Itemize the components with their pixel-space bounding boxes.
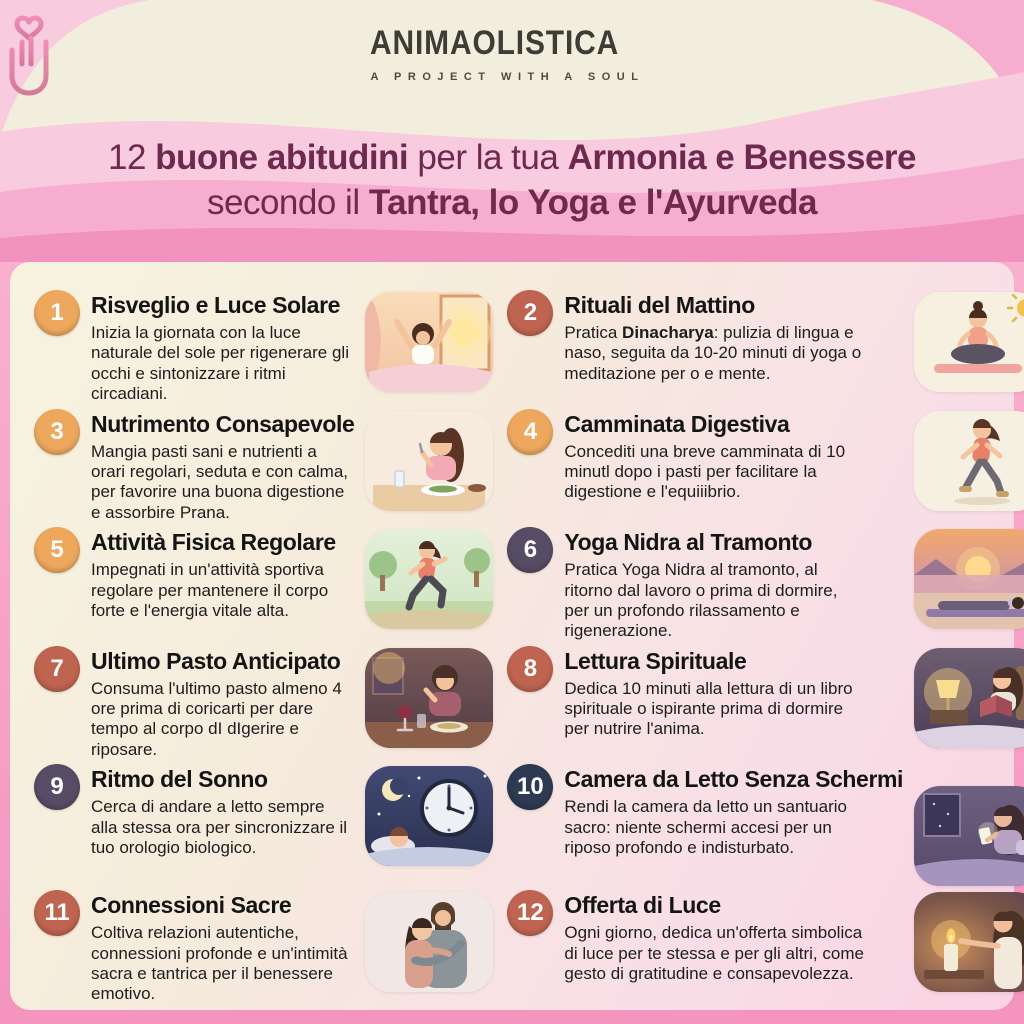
main-title-line1: 12 buone abitudini per la tua Armonia e Benessere xyxy=(107,138,917,177)
habit-item-4 xyxy=(507,405,1024,524)
habit-item-6 xyxy=(507,523,1024,642)
number-badge: 10 xyxy=(507,764,553,810)
tree-icon xyxy=(369,551,397,579)
number-badge: 5 xyxy=(34,527,80,573)
habit-title: Camera da Letto Senza Schermi xyxy=(564,766,904,793)
brand-name: ANIMAOLISTICA xyxy=(370,24,620,62)
tree-icon xyxy=(464,548,490,574)
habits-grid xyxy=(10,262,1014,1010)
number-badge: 2 xyxy=(507,290,553,336)
habit-title: Lettura Spirituale xyxy=(564,647,747,674)
habit-title: Nutrimento Consapevole xyxy=(91,410,355,437)
item-10-illustration xyxy=(914,786,1024,886)
habit-description: Rendi la camera da letto un santuario sacro: niente schermi accesi per un riposo profondo e indisturbato. xyxy=(564,797,847,858)
habit-description: Concediti una breve camminata di 10 minutl dopo i pasti per facilitare la digestione e l'equiiibrio. xyxy=(564,441,846,502)
habit-description: Consuma l'ultimo pasto almeno 4 ore prima di coricarti per dare tempo al corpo dI dIgerire e riposare. xyxy=(91,678,342,759)
item-3-illustration xyxy=(365,411,493,511)
lamp-glow xyxy=(373,652,405,684)
header-banner xyxy=(0,0,1024,262)
number-badge: 8 xyxy=(507,646,553,692)
habit-description: Pratica Yoga Nidra al tramonto, al ritorno dal lavoro o prima di dormire, per un profondo rilassamento e rigenerazione. xyxy=(564,560,838,641)
number-badge: 7 xyxy=(34,646,80,692)
habit-description: Mangia pasti sani e nutrienti a orari regolari, seduta e con calma, per favorire una buona digestione e assorbire Prana. xyxy=(91,441,349,522)
habit-description: Dedica 10 minuti alla lettura di un libro spirituale o ispirante prima di dormire per nutrire l'anima. xyxy=(564,678,853,739)
number-badge: 6 xyxy=(507,527,553,573)
habit-title: Camminata Digestiva xyxy=(564,410,790,437)
item-8-illustration xyxy=(914,648,1024,748)
number-badge: 11 xyxy=(34,890,80,936)
habit-title: Rituali del Mattino xyxy=(564,292,755,318)
main-title-line2: secondo il Tantra, lo Yoga e l'Ayurveda xyxy=(207,183,817,222)
clock-icon xyxy=(422,781,476,835)
habit-description: Ogni giorno, dedica un'offerta simbolica di luce per te stessa e per gli altri, come gesto di gratitudine e consapevolezza. xyxy=(564,923,864,984)
habit-title: Attività Fisica Regolare xyxy=(91,529,336,556)
number-badge: 1 xyxy=(34,290,80,336)
habit-item-1 xyxy=(34,286,493,405)
habit-title: Offerta di Luce xyxy=(564,892,721,919)
habit-item-2 xyxy=(507,286,1024,405)
habit-description: Impegnati in un'attività sportiva regolare per mantenere il corpo forte e l'energia vitale alta. xyxy=(91,560,329,620)
habit-item-7 xyxy=(34,642,493,761)
habit-title: Ritmo del Sonno xyxy=(91,766,268,793)
habit-title: Yoga Nidra al Tramonto xyxy=(564,529,813,556)
habit-item-5 xyxy=(34,523,493,642)
habit-item-12 xyxy=(507,886,1024,1005)
item-7-illustration xyxy=(365,648,493,748)
item-9-illustration xyxy=(365,766,493,866)
number-badge: 3 xyxy=(34,409,80,455)
habit-description: Pratica Dinacharya: pulizia di lingua e naso, seguita da 10-20 minuti di yoga o meditazione per o e mente. xyxy=(564,323,862,383)
habits-panel xyxy=(10,262,1014,1010)
item-2-illustration xyxy=(914,292,1024,392)
number-badge: 12 xyxy=(507,890,553,936)
habit-item-10 xyxy=(507,760,1024,886)
habit-description: Cerca di andare a letto sempre alla stessa ora per sincronizzare il tuo orologio biologico. xyxy=(91,797,348,858)
item-4-illustration xyxy=(914,411,1024,511)
habit-item-11 xyxy=(34,886,493,1005)
habit-item-3 xyxy=(34,405,493,524)
item-6-illustration xyxy=(914,529,1024,629)
habit-title: Risveglio e Luce Solare xyxy=(91,292,341,318)
item-5-illustration xyxy=(365,529,493,629)
number-badge: 9 xyxy=(34,764,80,810)
item-11-illustration xyxy=(365,892,493,992)
number-badge: 4 xyxy=(507,409,553,455)
habit-description: Coltiva relazioni autentiche, connessioni profonde e un'intimità sacra e tantrica per il benessere emotivo. xyxy=(91,923,348,1004)
brand-lockup xyxy=(0,12,1024,83)
item-12-illustration xyxy=(914,892,1024,992)
brand-tagline: A PROJECT WITH A SOUL xyxy=(370,71,645,83)
habit-item-9 xyxy=(34,760,493,886)
item-1-illustration xyxy=(365,292,493,392)
habit-title: Connessioni Sacre xyxy=(91,892,292,919)
habit-title: Ultimo Pasto Anticipato xyxy=(91,647,341,674)
habit-description: Inizia la giornata con la luce naturale del sole per rigenerare gli occhi e sintonizzare i ritmi circadiani. xyxy=(91,323,349,404)
hand-with-heart-icon xyxy=(0,12,58,96)
habit-item-8 xyxy=(507,642,1024,761)
